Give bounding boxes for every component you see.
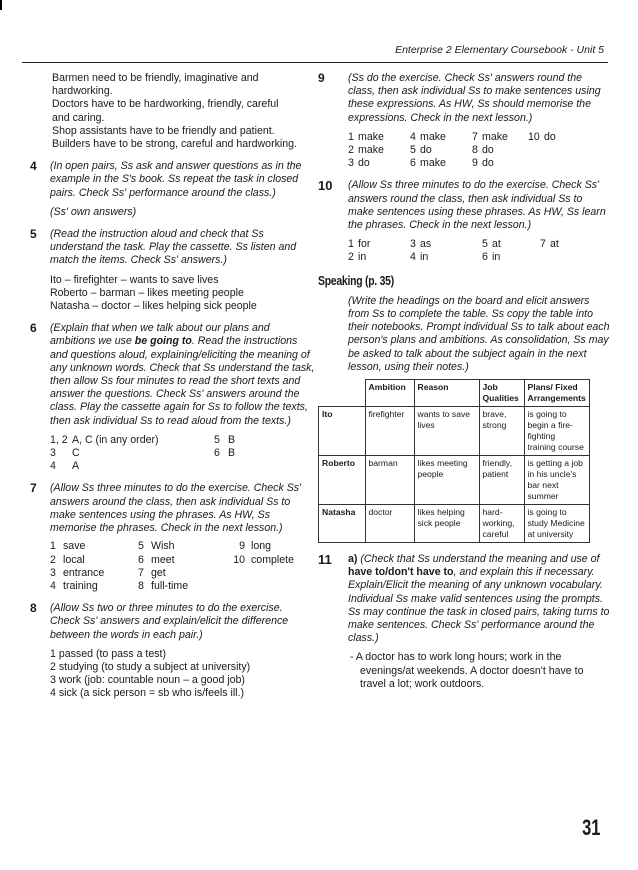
exercise-number: 4: [30, 159, 37, 174]
intro-text: [52, 72, 315, 151]
exercise-10: [318, 179, 610, 264]
answer-key: [50, 648, 315, 701]
column-header: Reason: [414, 380, 479, 407]
intro-line: Barmen need to be friendly, imaginative and: [52, 72, 259, 84]
example-answer: - A doctor has to work long hours; work in the evenings/at weekends. A doctor doesn't have to travel a lot; work outdoors.: [350, 651, 584, 690]
column-header: Job Qualities: [479, 380, 524, 407]
exercise-number: 5: [30, 227, 37, 242]
intro-line: Shop assistants have to be friendly and patient.: [52, 124, 275, 137]
answer-line: 1 passed (to pass a test): [50, 647, 167, 660]
answer-key: [50, 540, 315, 593]
answer-row: 3 do 6 make 9 do: [348, 157, 494, 170]
intro-line: Doctors have to be hardworking, friendly, careful: [52, 98, 279, 111]
speaking-section: [318, 295, 610, 543]
exercise-instruction: (In open pairs, Ss ask and answer questions as in the example in the S's book. Ss repeat the task in closed pairs. Check Ss' performance around the class.): [50, 160, 302, 199]
answer-row: 3 entrance 7 get: [50, 566, 166, 579]
left-column: [30, 72, 315, 710]
running-header: Enterprise 2 Elementary Coursebook - Unit 5: [395, 44, 604, 56]
exercise-number: 10: [318, 178, 333, 194]
right-column: [318, 72, 610, 700]
exercise-instruction: (Read the instruction aloud and check that Ss understand the task. Play the cassette. Ss listen and match the items. Check Ss' answers.): [50, 228, 297, 267]
exercise-number: 9: [318, 71, 325, 85]
answer-key: [348, 131, 610, 171]
answer-key: [50, 434, 315, 474]
answer-line: 2 studying (to study a subject at university): [50, 660, 251, 673]
table-row: Roberto barman likes meeting people friendly, patient is getting a job in his uncle's bar next summer: [319, 456, 590, 505]
answer-row: 2 in 4 in 6 in: [348, 251, 501, 264]
intro-line: and caring.: [52, 111, 105, 124]
exercise-9: [318, 72, 610, 170]
intro-line: hardworking.: [52, 85, 113, 98]
intro-line: Builders have to be strong, careful and hardworking.: [52, 138, 297, 151]
answer-row: 4 training 8 full-time: [50, 579, 189, 592]
exercise-11: [318, 553, 610, 691]
answer-row: 1 make 4 make 7 make 10 do: [348, 130, 556, 143]
match-row: Ito – firefighter – wants to save lives: [50, 273, 219, 286]
match-row: Roberto – barman – likes meeting people: [50, 286, 244, 299]
exercise-answer: (Ss' own answers): [50, 205, 137, 218]
answer-row: 2 make 5 do 8 do: [348, 144, 494, 157]
exercise-number: 11: [318, 552, 332, 568]
exercise-number: 7: [30, 481, 37, 496]
answer-key: [348, 238, 610, 264]
answer-line: 3 work (job: countable noun – a good job): [50, 674, 245, 687]
answer-row: 1 for 3 as 5 at 7 at: [348, 238, 559, 251]
match-answers: [50, 274, 315, 314]
exercise-instruction: a) (Check that Ss understand the meaning and use of have to/don't have to, and explain this if necessary. Explain/Elicit the meaning of any unknown vocabulary. Individual Ss make valid sentences using the prompts. Ss may continue the task in closed pairs, taking turns to make sentences. Check Ss' performance around the class.): [348, 553, 610, 645]
exercise-5: [30, 228, 315, 313]
answer-row: 1 save 5 Wish 9 long: [50, 540, 272, 553]
match-row: Natasha – doctor – likes helping sick people: [50, 300, 257, 313]
answer-row: 2 local 6 meet 10 complete: [50, 553, 294, 566]
exercise-7: [30, 482, 315, 593]
exercise-number: 6: [30, 321, 37, 336]
table-header-row: [319, 380, 590, 407]
column-header: Plans/ Fixed Arrangements: [524, 380, 589, 407]
page-number: 31: [581, 814, 600, 840]
speaking-instruction: (Write the headings on the board and elicit answers from Ss to complete the table. Ss copy the table into their notebooks. Prompt individual Ss to talk about each person's plans and ambitions. As consolidation, Ss may be asked to talk about the subject again in the next lesson, using their notes.): [348, 294, 610, 373]
plans-table: [318, 379, 590, 543]
table-row: Natasha doctor likes helping sick people hard-working, careful is going to study Medicine at university: [319, 505, 590, 543]
exercise-instruction: (Allow Ss three minutes to do the exercise. Check Ss' answers around the class, then ask individual Ss to make sentences using the phrases. As HW, Ss memorise the phrases. Check in the next lesson.): [50, 482, 302, 535]
corner-mark: [0, 0, 2, 10]
exercise-instruction: (Allow Ss two or three minutes to do the exercise. Check Ss' answers and explain/elicit the difference between the words in each pair.): [50, 602, 289, 641]
exercise-instruction: (Ss do the exercise. Check Ss' answers round the class, then ask individual Ss to make sentences using these expressions. As HW, Ss should memorise the expressions. Check in the next lesson.): [348, 72, 601, 124]
answer-row: 3 C 6 B: [50, 447, 236, 460]
column-header: Ambition: [365, 380, 414, 407]
header-rule: [22, 62, 608, 63]
section-heading-speaking: Speaking (p. 35): [318, 272, 394, 288]
answer-row: 4 A: [50, 460, 80, 473]
exercise-4: [30, 160, 315, 219]
exercise-instruction: (Explain that when we talk about our plans and ambitions we use be going to. Read the instructions and questions aloud, explaining/eliciting the meaning of any unknown words. Check that Ss understand the task, then allow Ss four minutes to read the short texts and answer the questions. Check Ss' answers around the class. Play the cassette again for Ss to follow the texts, then ask individual Ss to read aloud from the texts.): [50, 322, 315, 427]
table-row: Ito firefighter wants to save lives brave, strong is going to begin a fire-fighting training course: [319, 407, 590, 456]
answer-line: 4 sick (a sick person = sb who is/feels ill.): [50, 687, 244, 700]
exercise-instruction: (Allow Ss three minutes to do the exercise. Check Ss' answers round the class, then ask individual Ss to make sentences using these phrases. As HW, Ss learn the phrases. Check in the next lesson.): [348, 179, 606, 232]
exercise-8: [30, 602, 315, 700]
answer-row: 1, 2 A, C (in any order) 5 B: [50, 433, 236, 446]
exercise-number: 8: [30, 601, 37, 616]
exercise-6: [30, 322, 315, 473]
